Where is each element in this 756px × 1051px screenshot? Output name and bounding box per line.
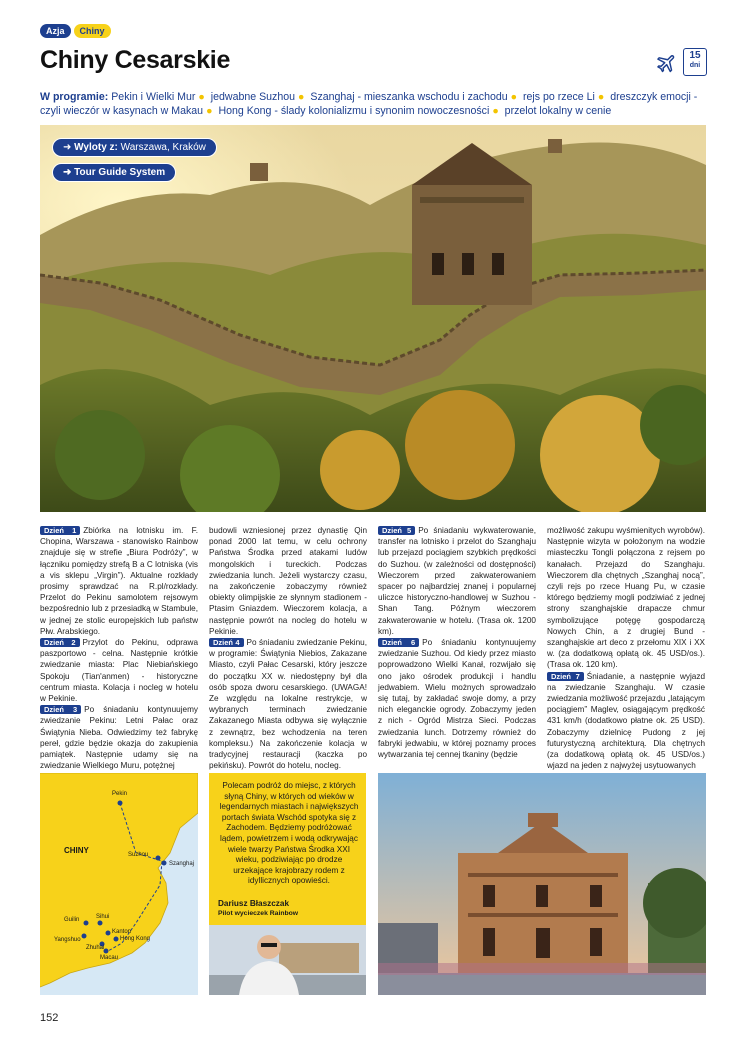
route-map bbox=[40, 773, 198, 995]
program-item: dreszczyk emocji - czyli wieczór w kasynach w Makau bbox=[40, 91, 698, 117]
macau-ruins-photo bbox=[378, 773, 706, 995]
itinerary-day-2 bbox=[40, 637, 198, 704]
guide-quote-text: Polecam podróż do miejsc, z których słyną Chiny, w których od wieków w legendarnych miastach i największych portach świata Wschód spotyka się z Zachodem. Będziemy podróżować lądem, powietrzem i wodą odkrywając wiele twarzy Państwa Środka XXI wieku, podziwiając po drodze urzekające krajobrazy rodem z idyllicznych opowieści. bbox=[219, 781, 359, 886]
flights-badge[interactable]: ➜ Wyloty z: Warszawa, Kraków bbox=[52, 138, 217, 157]
map-pin-kanton bbox=[106, 931, 111, 936]
itinerary-day-7 bbox=[547, 671, 705, 772]
map-label-hong-kong: Hong Kong bbox=[120, 936, 151, 942]
guide-name: Dariusz Błaszczak bbox=[218, 899, 289, 908]
duration-number: 15 bbox=[689, 50, 701, 61]
map-pin-guilin bbox=[84, 921, 89, 926]
program-item: Pekin i Wielki Mur bbox=[111, 91, 196, 103]
guide-photo bbox=[209, 925, 366, 995]
map-label-szanghaj: Szanghaj bbox=[169, 861, 195, 867]
program-item: Szanghaj - mieszanka wschodu i zachodu bbox=[310, 91, 508, 103]
itinerary-day-3-continued bbox=[209, 525, 367, 637]
map-label-suzhou: Suzhou bbox=[128, 852, 149, 858]
map-label-macau: Macau bbox=[100, 955, 119, 961]
day-text: możliwość zakupu wyśmienitych wyrobów). Następnie wizyta w położonym na wodzie miasteczku Tongli połączona z rejsem po kanałach. Przejazd do Szanghaju. Wieczorem dla chętnych „Szanghaj nocą”, czyli rejs po rzece Huang Pu, w czasie którego będziemy mogli podziwiać z jednej strony szanghajskie drapacze chmur symbolizujące potęgę gospodarczą Nowych Chin, a z drugiej Bund - szanghajskie art deco z przełomu XIX i XX w. (za dodatkową opłatą ok. 45 USD/os.). (Trasa ok. 120 km). bbox=[547, 526, 705, 670]
map-label-pekin: Pekin bbox=[112, 791, 128, 797]
map-pin-szanghaj bbox=[162, 861, 167, 866]
day-badge: Dzień 7 bbox=[547, 672, 584, 681]
guide-quote-box bbox=[209, 773, 366, 995]
bullet-icon: ● bbox=[597, 91, 605, 103]
day-text: Po śniadaniu zwiedzanie Pekinu, w programie: Świątynia Niebios, Zakazane Miasto, czyli Pałac Cesarski, który jeszcze do początku XX w. niedostępny był dla osób spoza dworu cesarskiego. (UWAGA! Ze względu na lokalne restrykcje, w wybranych terminach zwiedzanie Zakazanego Miasta odbywa się wyłącznie z zewnątrz, bez wchodzenia na teren kompleksu.) Na zakończenie kolacja w tradycyjnej restauracji (kaczka po pekińsku). Powrót do hotelu, nocleg. bbox=[209, 638, 367, 771]
tag-continent[interactable]: Azja bbox=[40, 24, 71, 38]
day-badge: Dzień 3 bbox=[40, 705, 81, 714]
destination-tags bbox=[40, 24, 111, 38]
map-country-label: CHINY bbox=[64, 846, 89, 855]
program-item: rejs po rzece Li bbox=[523, 91, 595, 103]
map-pin-hong-kong bbox=[114, 937, 119, 942]
map-label-zhuhai: Zhuhai bbox=[86, 945, 105, 951]
flights-label: Wyloty z: bbox=[74, 142, 118, 153]
program-item: Hong Kong - ślady kolonializmu i synonim nowoczesności bbox=[218, 105, 490, 117]
map-label-yangshuo: Yangshuo bbox=[54, 937, 81, 943]
program-highlights bbox=[40, 90, 710, 118]
day-text: Po śniadaniu kontynuujemy zwiedzanie Suzhou. Od kiedy przez miasto poprowadzono Wielki Kanał, rozwijało się ono jako ośrodek produkcji i handlu jedwabiem. Wielu możnych sprowadzało się tutaj, by zakładać swoje domy, a przy nich eleganckie ogrody. Zobaczymy jeden z nich - Ogród Mistrza Sieci. Podczas zwiedzania lunch. Dotrzemy również do fabryki jedwabiu, w której poznamy proces wytwarzania tej cennej tkaniny (będzie bbox=[378, 638, 536, 760]
day-badge: Dzień 5 bbox=[378, 526, 415, 535]
bullet-icon: ● bbox=[492, 105, 499, 117]
map-pin-suzhou bbox=[156, 856, 161, 861]
program-label: W programie: bbox=[40, 91, 109, 103]
tour-guide-label: Tour Guide System bbox=[74, 167, 166, 178]
page-number: 152 bbox=[40, 1012, 59, 1024]
day-text: Śniadanie, a następnie wyjazd na zwiedzanie Szanghaju. W czasie zwiedzania możliwość przejazdu „latającym pociągiem” Maglev, osiągającym prędkość 431 km/h (dodatkowo płatne ok. 25 USD). Zobaczymy dzielnicę Pudong z jej futurystyczną architekturą. Dla chętnych (za dodatkową opłatą ok. 45 USD/os.) wjazd na jeden z najwyżej usytuowanych bbox=[547, 671, 705, 771]
itinerary-column-2 bbox=[209, 525, 367, 771]
itinerary-day-1 bbox=[40, 525, 198, 637]
day-text: budowli wzniesionej przez dynastię Qin ponad 2000 lat temu, w celu ochrony Państwa Środka przed atakami ludów mongolskich i tureckich. Podczas zwiedzania lunch. Jeżeli wystarczy czasu, na zakończenie zobaczymy również obiekty olimpijskie ze słynnym stadionem - Ptasim Gniazdem. Wieczorem kolacja, a następnie powrót na nocleg do hotelu w Pekinie. bbox=[209, 526, 367, 636]
day-text: Po śniadaniu wykwaterowanie, transfer na lotnisko i przelot do Szanghaju lub przejazd pociągiem szybkich prędkości do Suzhou. (w zależności od dostępności) Wieczorem przed zakwaterowaniem spacer po najbardziej znanej i popularnej uliczce historyczno-handlowej w Suzhou - Shan Tang. Późnym wieczorem zakwaterowanie w hotelu. (Trasa ok. 1200 km). bbox=[378, 526, 536, 636]
airplane-icon bbox=[656, 52, 678, 74]
itinerary-day-6-continued bbox=[547, 525, 705, 671]
bullet-icon: ● bbox=[198, 91, 205, 103]
itinerary-column-4 bbox=[547, 525, 705, 771]
itinerary-day-5 bbox=[378, 525, 536, 637]
day-badge: Dzień 4 bbox=[209, 638, 244, 647]
duration-badge bbox=[683, 48, 707, 76]
day-badge: Dzień 6 bbox=[378, 638, 419, 647]
itinerary-day-6 bbox=[378, 637, 536, 760]
tour-guide-badge[interactable]: ➜ Tour Guide System bbox=[52, 163, 176, 182]
itinerary-day-4 bbox=[209, 637, 367, 771]
map-label-kanton: Kanton bbox=[112, 929, 132, 935]
map-pin-yangshuo bbox=[82, 934, 87, 939]
bullet-icon: ● bbox=[298, 91, 305, 103]
day-badge: Dzień 1 bbox=[40, 526, 80, 535]
itinerary-day-3 bbox=[40, 704, 198, 771]
day-text: Po śniadaniu kontynuujemy zwiedzanie Pekinu: Letni Pałac oraz Świątynia Nieba. Odwiedzimy też fabrykę pereł, gdzie będzie okazja do zakupienia pamiątek. Następnie udamy się na zwiedzanie Wielkiego Muru, potężnej bbox=[40, 705, 198, 771]
flights-cities: Warszawa, Kraków bbox=[120, 142, 206, 153]
map-pin-sihui bbox=[98, 921, 103, 926]
day-text: Przylot do Pekinu, odprawa paszportowo - celna. Następnie krótkie zwiedzanie miasta: Plac Niebiańskiego Spokoju (Tian'anmen) - historyczne centrum miasta. Kolacja i nocleg w hotelu w Pekinie. bbox=[40, 638, 198, 704]
guide-role: Pilot wycieczek Rainbow bbox=[218, 910, 299, 917]
day-badge: Dzień 2 bbox=[40, 638, 80, 647]
map-label-guilin: Guilin bbox=[64, 917, 80, 923]
map-pin-pekin bbox=[118, 801, 123, 806]
tag-country[interactable]: Chiny bbox=[74, 24, 111, 38]
bullet-icon: ● bbox=[206, 105, 213, 117]
itinerary-column-1 bbox=[40, 525, 198, 771]
page-title: Chiny Cesarskie bbox=[40, 46, 231, 74]
program-item: przelot lokalny w cenie bbox=[504, 105, 612, 117]
great-wall-photo bbox=[40, 125, 706, 512]
day-text: Zbiórka na lotnisku im. F. Chopina, Warszawa - stanowisko Rainbow znajduje się w strefie „Biura Podróży”, w łączniku pomiędzy strefą B a C lotniska (vis a vis sklepu „Virgin”). Aktualne rozkłady prosimy sprawdzać na R.pl/rozkłady. Przelot do Pekinu samolotem rejsowym bezpośrednio lub z przesiadką w Stambule, w jednej ze stolic europejskich lub państw Płw. Arabskiego. bbox=[40, 526, 198, 636]
itinerary-column-3 bbox=[378, 525, 536, 760]
map-label-sihui: Sihui bbox=[96, 914, 110, 920]
duration-unit: dni bbox=[689, 62, 701, 69]
bullet-icon: ● bbox=[510, 91, 518, 103]
program-item: jedwabne Suzhou bbox=[210, 91, 296, 103]
